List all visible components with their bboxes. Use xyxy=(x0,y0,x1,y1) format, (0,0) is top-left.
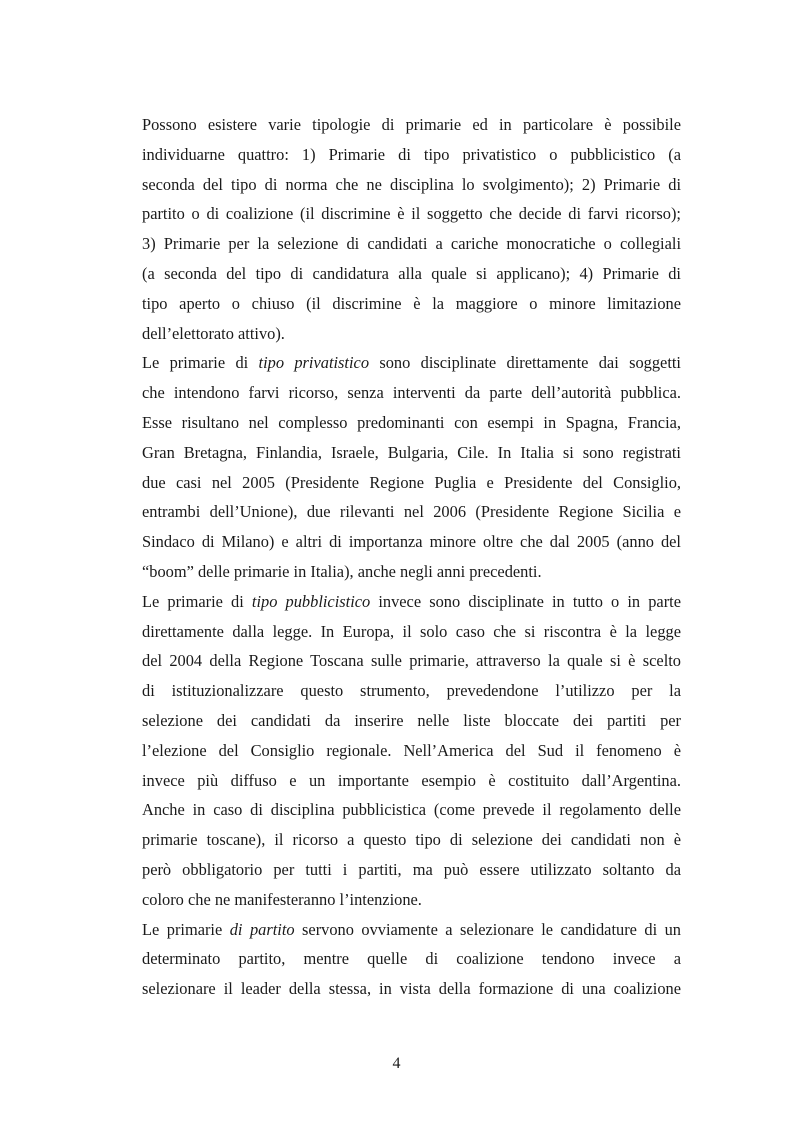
text-line: partito o di coalizione (il discrimine è il soggetto che decide di farvi ricorso); xyxy=(142,204,681,224)
text-line: coloro che ne manifesteranno l’intenzione. xyxy=(142,889,422,909)
text-line: che intendono farvi ricorso, senza interventi da parte dell’autorità pubblica. xyxy=(142,383,681,403)
text-line xyxy=(142,348,681,378)
text-line xyxy=(142,915,681,945)
page-number: 4 xyxy=(392,1055,401,1072)
body-text xyxy=(142,110,681,1004)
text-line: individuarne quattro: 1) Primarie di tipo privatistico o pubblicistico (a xyxy=(142,144,681,164)
text-line: del 2004 della Regione Toscana sulle primarie, attraverso la quale si è scelto xyxy=(142,651,681,671)
text-segment: sono disciplinate direttamente dai soggetti xyxy=(369,353,681,373)
text-line xyxy=(142,587,681,617)
text-segment: Le primarie di xyxy=(142,353,259,373)
text-line: Esse risultano nel complesso predominanti con esempi in Spagna, Francia, xyxy=(142,412,681,432)
text-line: l’elezione del Consiglio regionale. Nell’America del Sud il fenomeno è xyxy=(142,740,681,760)
text-line: 3) Primarie per la selezione di candidati a cariche monocratiche o collegiali xyxy=(142,234,681,254)
text-segment: Le primarie xyxy=(142,919,230,939)
text-line: determinato partito, mentre quelle di coalizione tendono invece a xyxy=(142,949,681,969)
text-line: primarie toscane), il ricorso a questo tipo di selezione dei candidati non è xyxy=(142,830,681,850)
text-segment: Le primarie di xyxy=(142,591,252,611)
text-line: due casi nel 2005 (Presidente Regione Puglia e Presidente del Consiglio, xyxy=(142,472,681,492)
text-line: Anche in caso di disciplina pubblicistica (come prevede il regolamento delle xyxy=(142,800,681,820)
text-line: di istituzionalizzare questo strumento, prevedendone l’utilizzo per la xyxy=(142,681,681,701)
text-line: “boom” delle primarie in Italia), anche negli anni precedenti. xyxy=(142,561,542,581)
text-line: direttamente dalla legge. In Europa, il solo caso che si riscontra è la legge xyxy=(142,621,681,641)
text-line: selezione dei candidati da inserire nelle liste bloccate dei partiti per xyxy=(142,710,681,730)
italic-term: tipo privatistico xyxy=(258,353,370,373)
text-line: Sindaco di Milano) e altri di importanza minore oltre che dal 2005 (anno del xyxy=(142,532,681,552)
text-line: selezionare il leader della stessa, in vista della formazione di una coalizione xyxy=(142,979,681,999)
text-segment: invece sono disciplinate in tutto o in parte xyxy=(370,591,681,611)
text-line: Gran Bretagna, Finlandia, Israele, Bulgaria, Cile. In Italia si sono registrati xyxy=(142,442,681,462)
italic-term: tipo pubblicistico xyxy=(251,591,371,611)
text-line: tipo aperto o chiuso (il discrimine è la maggiore o minore limitazione xyxy=(142,293,681,313)
text-line: Possono esistere varie tipologie di primarie ed in particolare è possibile xyxy=(142,115,681,134)
italic-term: di partito xyxy=(229,919,295,939)
text-line: (a seconda del tipo di candidatura alla quale si applicano); 4) Primarie di xyxy=(142,263,681,283)
text-segment: servono ovviamente a selezionare le candidature di un xyxy=(294,919,681,939)
text-line: però obbligatorio per tutti i partiti, ma può essere utilizzato soltanto da xyxy=(142,859,681,879)
text-line: invece più diffuso e un importante esempio è costituito dall’Argentina. xyxy=(142,770,681,790)
text-line: entrambi dell’Unione), due rilevanti nel 2006 (Presidente Regione Sicilia e xyxy=(142,502,681,522)
text-line: seconda del tipo di norma che ne disciplina lo svolgimento); 2) Primarie di xyxy=(142,174,681,194)
text-line: dell’elettorato attivo). xyxy=(142,323,285,343)
